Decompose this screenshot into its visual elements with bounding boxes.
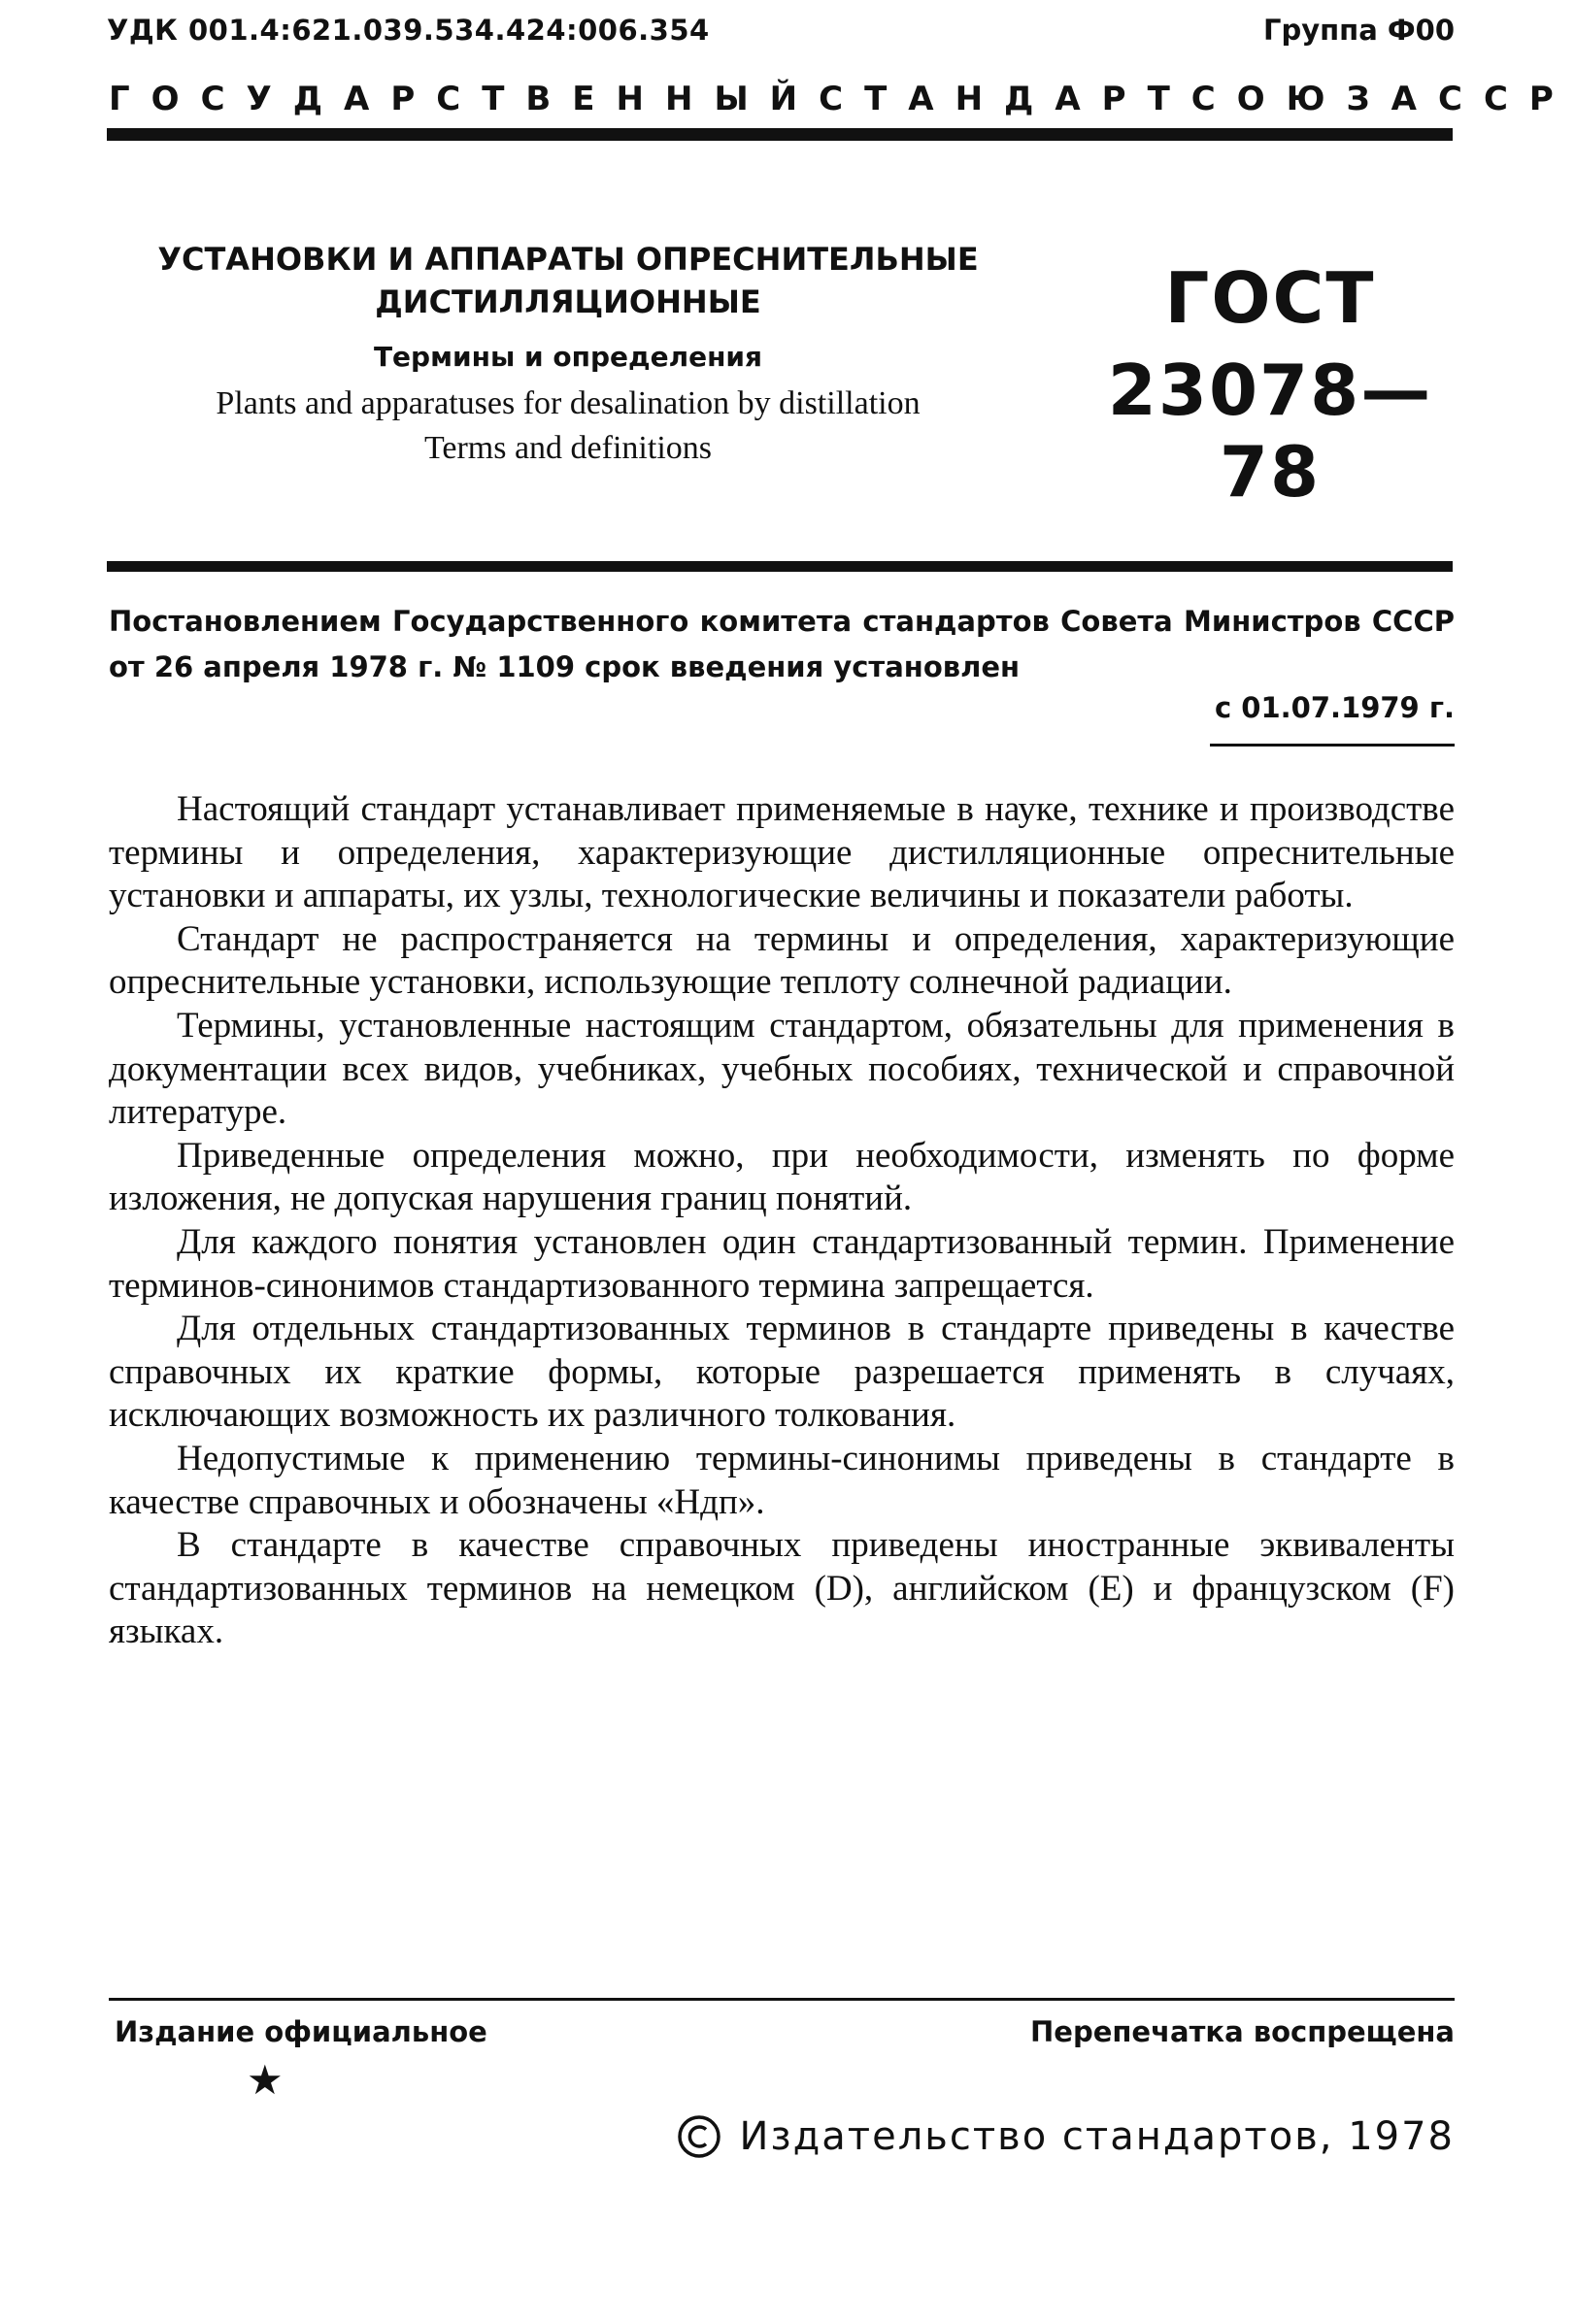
decree-line2: от 26 апреля 1978 г. № 1109 срок введения установлен bbox=[109, 650, 1021, 683]
footer-rule bbox=[109, 1998, 1455, 2001]
banner-word-2: СТАНДАРТ bbox=[819, 80, 1191, 118]
body-paragraph: Приведенные определения можно, при необходимости, изменять по форме изложения, не допуская нарушения границ понятий. bbox=[109, 1135, 1455, 1219]
banner-word-3: СОЮЗА bbox=[1190, 80, 1438, 118]
title-ru-line1: УСТАНОВКИ И АППАРАТЫ ОПРЕСНИТЕЛЬНЫЕ bbox=[157, 241, 979, 278]
group-code: Группа Ф00 bbox=[1263, 14, 1455, 47]
body-paragraph: Термины, установленные настоящим стандартом, обязательны для применения в документации всех видов, учебниках, учебных пособиях, технической и справочной литературе. bbox=[109, 1005, 1455, 1133]
gost-number: 23078—78 bbox=[1107, 349, 1433, 513]
body-paragraph: Недопустимые к применению термины-синонимы приведены в стандарте в качестве справочных и обозначены «Ндп». bbox=[109, 1438, 1455, 1522]
effective-date: с 01.07.1979 г. bbox=[1214, 691, 1455, 724]
state-standard-banner bbox=[109, 80, 1575, 118]
copyright-icon bbox=[677, 2114, 721, 2159]
body-text bbox=[109, 788, 1455, 1654]
body-paragraph: Для отдельных стандартизованных терминов в стандарте приведены в качестве справочных их краткие формы, которые разрешается применять в случаях, исключающих возможность их различного толкования. bbox=[109, 1309, 1455, 1436]
body-paragraph: Стандарт не распространяется на термины и определения, характеризующие опреснительные установки, использующие теплоту солнечной радиации. bbox=[109, 918, 1455, 1003]
banner-word-1: ГОСУДАРСТВЕННЫЙ bbox=[109, 80, 820, 118]
body-paragraph: В стандарте в качестве справочных приведены иностранные эквиваленты стандартизованных терминов на немецком (D), английском (E) и французском (F) языках. bbox=[109, 1525, 1455, 1652]
effective-date-rule bbox=[1210, 744, 1455, 747]
banner-word-4: ССР bbox=[1438, 80, 1575, 118]
decree-block bbox=[109, 599, 1455, 690]
title-en-line1: Plants and apparatuses for desalination by distillation bbox=[216, 385, 921, 421]
title-rule bbox=[107, 561, 1453, 572]
body-paragraph: Для каждого понятия установлен один стандартизованный термин. Применение терминов-синонимов стандартизованного термина запрещается. bbox=[109, 1221, 1455, 1306]
body-paragraph: Настоящий стандарт устанавливает применяемые в науке, технике и производстве термины и определения, характеризующие дистилляционные опреснительные установки и аппараты, их узлы, технологические величины и показатели работы. bbox=[109, 789, 1455, 916]
title-ru-subtitle: Термины и определения bbox=[373, 341, 763, 373]
gost-label: ГОСТ bbox=[1164, 257, 1376, 339]
udk-code: УДК 001.4:621.039.534.424:006.354 bbox=[107, 14, 710, 47]
reprint-prohibited: Перепечатка воспрещена bbox=[1030, 2015, 1455, 2048]
publisher-line bbox=[677, 2114, 1455, 2159]
title-en-line2: Terms and definitions bbox=[423, 430, 712, 466]
header-rule bbox=[107, 128, 1453, 141]
star-icon: ★ bbox=[247, 2059, 284, 2104]
official-edition: Издание официальное bbox=[115, 2015, 487, 2048]
publisher-text: Издательство стандартов, 1978 bbox=[739, 2114, 1455, 2159]
title-block bbox=[107, 238, 1029, 471]
title-ru-line2: ДИСТИЛЛЯЦИОННЫЕ bbox=[375, 283, 761, 320]
decree-line1: Постановлением Государственного комитета стандартов Совета Министров СССР bbox=[109, 605, 1455, 638]
